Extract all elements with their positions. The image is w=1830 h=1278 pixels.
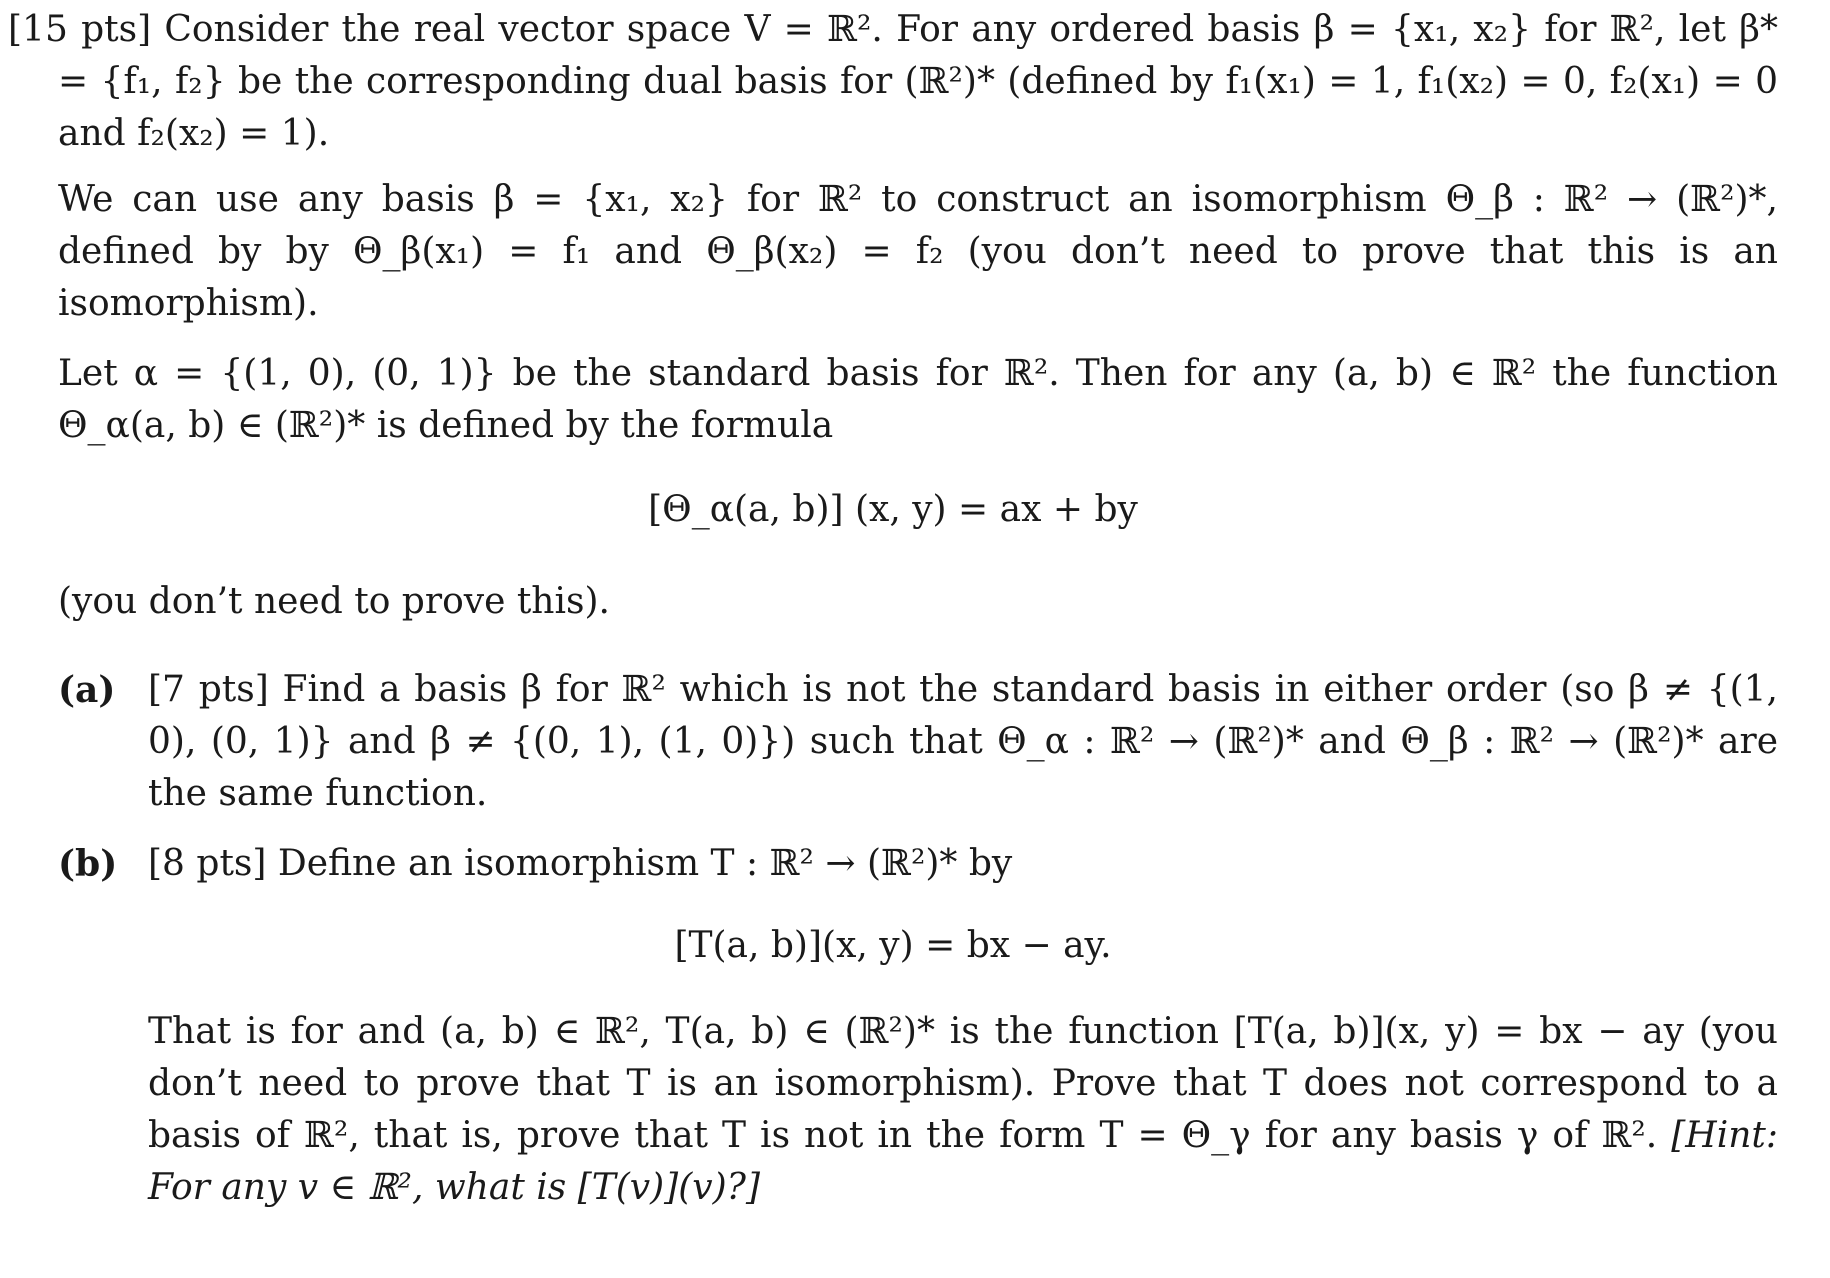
part-b-body bbox=[8, 1006, 1778, 1214]
formula-theta-alpha-text: [Θ_α(a, b)] (x, y) = ax + by bbox=[648, 489, 1138, 530]
problem-page bbox=[8, 4, 1778, 1214]
no-proof-note: (you don’t need to prove this). bbox=[58, 581, 610, 622]
part-b-text: [8 pts] Define an isomorphism T : ℝ² → (ℝ²)* by bbox=[148, 843, 1013, 884]
part-a-text: [7 pts] Find a basis β for ℝ² which is not the standard basis in either order (so β ≠ {(1, 0), (0, 1)} and β ≠ {(0, 1), (1, 0)}) such that Θ_α : ℝ² → (ℝ²)* and Θ_β : ℝ² → (ℝ²)* are the same function. bbox=[148, 669, 1778, 814]
part-b-label: (b) bbox=[58, 843, 118, 885]
isomorphism-paragraph: We can use any basis β = {x₁, x₂} for ℝ² to construct an isomorphism Θ_β : ℝ² → (ℝ²)*, defined by by Θ_β(x₁) = f₁ and Θ_β(x₂) = f₂ (you don’t need to prove that this is an isomorphism). bbox=[58, 179, 1778, 324]
part-a-label: (a) bbox=[58, 669, 116, 711]
part-b-body-text: That is for and (a, b) ∈ ℝ², T(a, b) ∈ (ℝ²)* is the function [T(a, b)](x, y) = bx − ay (you don’t need to prove that T is an isomorphism). Prove that T does not correspond to a basis of ℝ², that is, prove that T is not in the form T = Θ_γ for any basis γ of ℝ². bbox=[148, 1011, 1778, 1156]
formula-T-text: [T(a, b)](x, y) = bx − ay. bbox=[674, 925, 1112, 966]
problem-intro: [15 pts] Consider the real vector space V = ℝ². For any ordered basis β = {x₁, x₂} for ℝ², let β* = {f₁, f₂} be the corresponding dual basis for (ℝ²)* (defined by f₁(x₁) = 1, f₁(x₂) = 0, f₂(x₁) = 0 and f₂(x₂) = 1). bbox=[8, 9, 1778, 154]
part-a bbox=[8, 664, 1778, 820]
formula-theta-alpha bbox=[8, 484, 1778, 536]
formula-T bbox=[8, 920, 1778, 972]
part-b bbox=[8, 838, 1778, 890]
standard-basis-paragraph: Let α = {(1, 0), (0, 1)} be the standard basis for ℝ². Then for any (a, b) ∈ ℝ² the function Θ_α(a, b) ∈ (ℝ²)* is defined by the formula bbox=[58, 353, 1778, 446]
part-b-hint: [Hint: For any v ∈ ℝ², what is [T(v)](v)?] bbox=[148, 1115, 1778, 1208]
